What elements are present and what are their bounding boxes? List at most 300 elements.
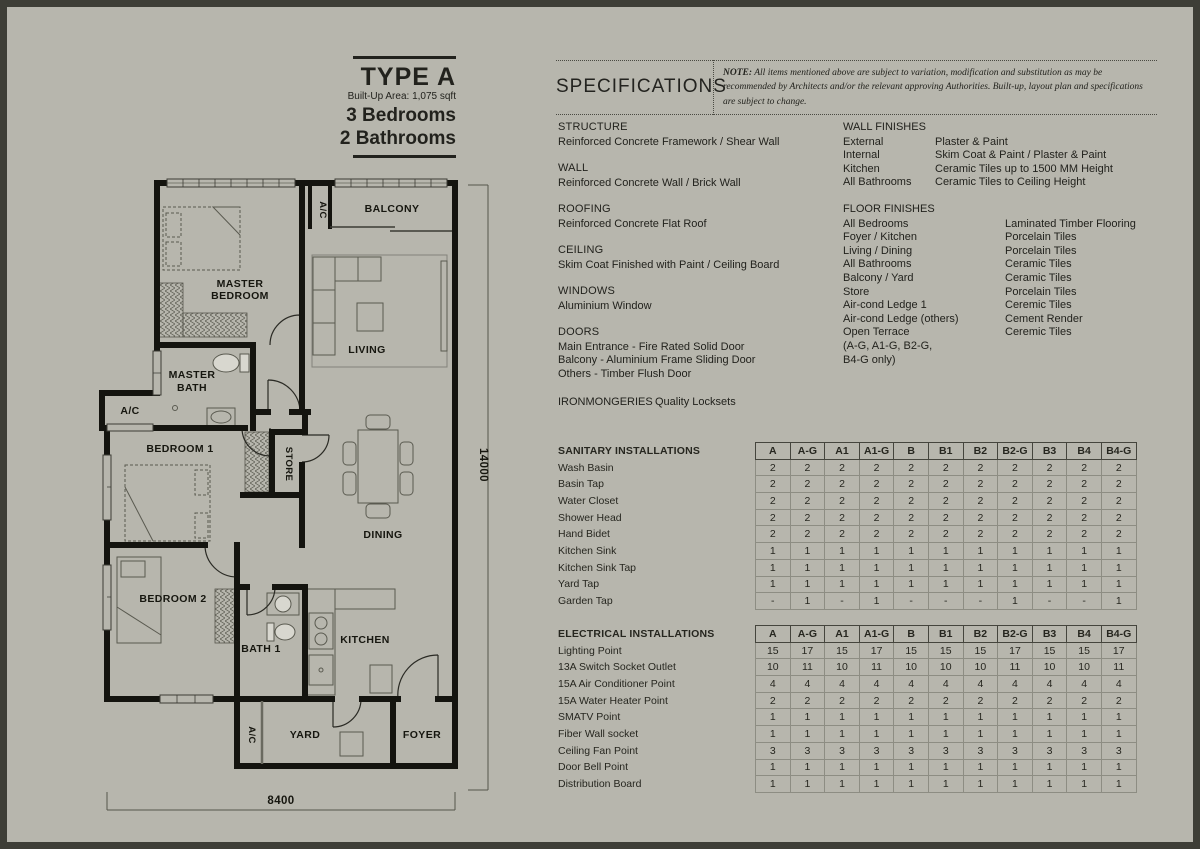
spec-section-line: Reinforced Concrete Framework / Shear Wall	[558, 135, 780, 148]
table-cell: 1	[756, 559, 791, 576]
finishes-label: Kitchen	[843, 162, 880, 175]
finishes-label: (A-G, A1-G, B2-G,	[843, 339, 933, 352]
spec-section-heading: DOORS	[558, 326, 600, 338]
table-cell: 2	[1101, 692, 1136, 709]
table-cell: 2	[998, 476, 1033, 493]
table-cell: 2	[1032, 692, 1067, 709]
room-label-store: STORE	[283, 446, 294, 482]
table-cell: 2	[1101, 526, 1136, 543]
table-cell: 3	[756, 742, 791, 759]
table-cell: -	[963, 593, 998, 610]
table-cell: 1	[859, 593, 894, 610]
table-row	[558, 493, 1136, 510]
built-up-area: Built-Up Area: 1,075 sqft	[347, 91, 456, 103]
table-cell: 1	[963, 576, 998, 593]
finishes-label: Living / Dining	[843, 244, 913, 257]
table-cell: 1	[1101, 593, 1136, 610]
table-cell: 1	[928, 709, 963, 726]
table-cell: 1	[790, 543, 825, 560]
title-block	[300, 56, 456, 158]
table-cell: 1	[1067, 759, 1102, 776]
table-cell: 3	[894, 742, 929, 759]
table-cell: 2	[790, 459, 825, 476]
table-row-label: Water Closet	[558, 494, 619, 507]
table-cell: 4	[998, 676, 1033, 693]
table-cell: 4	[928, 676, 963, 693]
table-cell: 1	[894, 576, 929, 593]
finishes-label: Foyer / Kitchen	[843, 231, 917, 244]
table-cell: 11	[859, 659, 894, 676]
table-row-label: Lighting Point	[558, 644, 622, 657]
table-cell: 1	[963, 776, 998, 793]
table-row	[558, 676, 1136, 693]
table-cell: 2	[928, 493, 963, 510]
table-cell: 4	[859, 676, 894, 693]
table-cell: 1	[1101, 709, 1136, 726]
unit-column-header: B1	[928, 626, 963, 643]
table-cell: 3	[1032, 742, 1067, 759]
table-cell: 2	[825, 526, 860, 543]
finishes-label: Internal	[843, 149, 880, 162]
note-box	[713, 60, 1157, 115]
ironmongeries-row	[558, 396, 843, 410]
table-cell: 1	[1032, 726, 1067, 743]
spec-section	[558, 162, 843, 190]
plan-wardrobes	[159, 283, 269, 643]
table-row-label: Shower Head	[558, 511, 622, 524]
table-cell: 4	[790, 676, 825, 693]
ironmongeries-value: Quality Locksets	[655, 396, 736, 408]
table-cell: 1	[894, 776, 929, 793]
table-cell: 2	[928, 692, 963, 709]
plan-walls	[102, 183, 455, 766]
finishes-row	[843, 163, 1173, 177]
electrical-installations-table	[558, 625, 1137, 793]
room-label-master-bath: MASTER	[168, 369, 216, 381]
table-cell: 15	[825, 642, 860, 659]
room-label-bath1: BATH 1	[241, 643, 281, 655]
table-cell: 2	[963, 509, 998, 526]
table-cell: 2	[963, 692, 998, 709]
table-cell: 1	[825, 726, 860, 743]
table-cell: 2	[859, 692, 894, 709]
table-cell: 2	[894, 493, 929, 510]
table-cell: 1	[963, 709, 998, 726]
spec-section	[558, 203, 843, 231]
dimension-width: 8400	[267, 795, 295, 807]
table-cell: 2	[1032, 459, 1067, 476]
table-cell: -	[756, 593, 791, 610]
finishes-row	[843, 149, 1173, 163]
table-cell: 1	[825, 709, 860, 726]
table-cell: 3	[928, 742, 963, 759]
table-cell: 10	[756, 659, 791, 676]
table-row-label: Kitchen Sink Tap	[558, 561, 637, 574]
table-cell: 1	[859, 543, 894, 560]
table-cell: 11	[790, 659, 825, 676]
finishes-label: All Bedrooms	[843, 217, 909, 230]
table-row	[558, 692, 1136, 709]
table-cell: 1	[894, 559, 929, 576]
finishes-value: Ceramic Tiles to Ceiling Height	[935, 176, 1086, 189]
table-cell: 3	[998, 742, 1033, 759]
spec-section	[558, 326, 843, 381]
table-cell: 4	[1032, 676, 1067, 693]
table-cell: 1	[1101, 576, 1136, 593]
table-cell: 2	[756, 526, 791, 543]
table-row-label: Fiber Wall socket	[558, 727, 639, 740]
unit-column-header: B4	[1067, 443, 1102, 460]
table-cell: 2	[825, 509, 860, 526]
table-cell: 2	[928, 526, 963, 543]
table-cell: 1	[998, 709, 1033, 726]
table-cell: 17	[859, 642, 894, 659]
table-cell: 1	[756, 543, 791, 560]
specifications-title: SPECIFICATIONS	[556, 60, 713, 115]
table-cell: 1	[859, 759, 894, 776]
table-cell: 1	[790, 593, 825, 610]
finishes-heading: WALL FINISHES	[843, 121, 926, 133]
finishes-label: All Bathrooms	[843, 176, 912, 189]
floor-plan	[95, 165, 540, 837]
spec-section-heading: CEILING	[558, 244, 604, 256]
room-label-ac-left: A/C	[120, 405, 140, 417]
table-cell: 10	[894, 659, 929, 676]
table-row-label: Garden Tap	[558, 595, 613, 608]
unit-column-header: A-G	[790, 626, 825, 643]
table-row-label: Basin Tap	[558, 478, 604, 491]
table-cell: 15	[963, 642, 998, 659]
finishes-label: Air-cond Ledge (others)	[843, 312, 959, 325]
bathrooms-count: 2 Bathrooms	[339, 128, 456, 150]
finishes-row	[843, 245, 1173, 259]
table-cell: 2	[894, 692, 929, 709]
table-cell: 1	[825, 759, 860, 776]
finishes-row	[843, 231, 1173, 245]
finishes-value: Porcelain Tiles	[1005, 231, 1077, 244]
table-cell: 2	[790, 476, 825, 493]
table-cell: 2	[859, 509, 894, 526]
table-cell: 1	[998, 726, 1033, 743]
finishes-label: External	[843, 135, 884, 148]
table-cell: 1	[756, 776, 791, 793]
table-cell: 1	[756, 709, 791, 726]
table-cell: 1	[1032, 543, 1067, 560]
table-cell: 1	[859, 559, 894, 576]
table-cell: 15	[1032, 642, 1067, 659]
finishes-value: Ceramic Tiles up to 1500 MM Height	[935, 162, 1113, 175]
unit-column-header: B2-G	[998, 443, 1033, 460]
unit-column-header: A	[756, 626, 791, 643]
table-row	[558, 709, 1136, 726]
table-cell: 1	[1101, 726, 1136, 743]
table-cell: 1	[1101, 543, 1136, 560]
table-cell: 2	[756, 692, 791, 709]
table-cell: 1	[928, 559, 963, 576]
table-cell: 3	[1101, 742, 1136, 759]
finishes-label: B4-G only)	[843, 353, 896, 366]
table-row	[558, 526, 1136, 543]
table-cell: 2	[756, 509, 791, 526]
table-row	[558, 759, 1136, 776]
unit-column-header: A1	[825, 626, 860, 643]
table-row	[558, 659, 1136, 676]
finishes-row	[843, 176, 1173, 190]
table-cell: 2	[1067, 493, 1102, 510]
table-cell: 4	[963, 676, 998, 693]
table-cell: 1	[1032, 559, 1067, 576]
table-cell: 2	[998, 526, 1033, 543]
table-cell: 1	[894, 726, 929, 743]
table-cell: 1	[1067, 726, 1102, 743]
table-cell: -	[1067, 593, 1102, 610]
table-cell: 1	[1032, 759, 1067, 776]
finishes-row	[843, 286, 1173, 300]
unit-column-header: A1-G	[859, 626, 894, 643]
spec-section-heading: ROOFING	[558, 203, 611, 215]
ironmongeries-label: IRONMONGERIES	[558, 396, 653, 408]
finishes-value: Ceramic Tiles	[1005, 258, 1072, 271]
table-cell: 3	[1067, 742, 1102, 759]
table-cell: 2	[756, 493, 791, 510]
table-row	[558, 459, 1136, 476]
room-label-ac-top: A/C	[317, 201, 328, 219]
unit-column-header: B1	[928, 443, 963, 460]
table-cell: 2	[1067, 509, 1102, 526]
table-cell: 3	[859, 742, 894, 759]
table-cell: 1	[790, 759, 825, 776]
table-cell: 2	[1032, 509, 1067, 526]
floor-finishes-block	[843, 203, 1173, 367]
unit-column-header: B4	[1067, 626, 1102, 643]
table-section-title: SANITARY INSTALLATIONS	[558, 444, 701, 457]
table-row-label: Ceiling Fan Point	[558, 744, 638, 757]
table-cell: 1	[790, 776, 825, 793]
table-cell: 15	[928, 642, 963, 659]
bedrooms-count: 3 Bedrooms	[346, 105, 456, 127]
table-cell: 1	[1101, 776, 1136, 793]
table-cell: 1	[825, 576, 860, 593]
table-cell: 15	[1067, 642, 1102, 659]
table-cell: 1	[928, 776, 963, 793]
finishes-value: Porcelain Tiles	[1005, 285, 1077, 298]
table-cell: 2	[825, 459, 860, 476]
note-label: NOTE:	[723, 68, 753, 78]
room-label-balcony: BALCONY	[364, 203, 420, 215]
table-cell: 10	[928, 659, 963, 676]
table-row-label: 15A Air Conditioner Point	[558, 677, 675, 690]
spec-section-line: Reinforced Concrete Wall / Brick Wall	[558, 176, 741, 189]
room-label-bedroom1: BEDROOM 1	[146, 443, 214, 455]
unit-column-header: A-G	[790, 443, 825, 460]
unit-column-header: B	[894, 443, 929, 460]
finishes-value: Plaster & Paint	[935, 135, 1008, 148]
table-cell: 1	[790, 726, 825, 743]
table-cell: 1	[998, 576, 1033, 593]
finishes-value: Porcelain Tiles	[1005, 244, 1077, 257]
table-cell: 2	[894, 509, 929, 526]
spec-section-heading: WALL	[558, 162, 589, 174]
table-row	[558, 642, 1136, 659]
table-cell: 3	[963, 742, 998, 759]
finishes-row	[843, 313, 1173, 327]
table-cell: 2	[963, 526, 998, 543]
finishes-value: Laminated Timber Flooring	[1005, 217, 1136, 230]
table-cell: 2	[1101, 509, 1136, 526]
title-rule-top	[353, 56, 456, 59]
table-row	[558, 509, 1136, 526]
finishes-row	[843, 218, 1173, 232]
table-cell: 2	[894, 476, 929, 493]
unit-column-header: B2	[963, 443, 998, 460]
table-row	[558, 576, 1136, 593]
table-cell: 4	[1101, 676, 1136, 693]
table-row	[558, 559, 1136, 576]
table-cell: 1	[756, 726, 791, 743]
table-cell: 1	[859, 726, 894, 743]
table-cell: 1	[998, 593, 1033, 610]
spec-section	[558, 121, 843, 149]
room-label-dining: DINING	[363, 529, 403, 541]
spec-header	[556, 60, 1157, 115]
table-cell: 10	[1067, 659, 1102, 676]
table-cell: 2	[1101, 459, 1136, 476]
table-cell: 2	[963, 493, 998, 510]
table-row	[558, 726, 1136, 743]
finishes-row	[843, 136, 1173, 150]
table-cell: 1	[756, 576, 791, 593]
table-cell: 1	[1067, 559, 1102, 576]
unit-column-header: B	[894, 626, 929, 643]
table-cell: 1	[1032, 776, 1067, 793]
table-row-label: Kitchen Sink	[558, 544, 617, 557]
table-cell: 1	[1067, 709, 1102, 726]
table-row-label: Hand Bidet	[558, 528, 610, 541]
finishes-row	[843, 258, 1173, 272]
spec-section-line: Others - Timber Flush Door	[558, 367, 692, 380]
table-cell: 1	[756, 759, 791, 776]
table-cell: 15	[894, 642, 929, 659]
finishes-label: Air-cond Ledge 1	[843, 299, 927, 312]
spec-section-line: Main Entrance - Fire Rated Solid Door	[558, 340, 745, 353]
table-cell: -	[894, 593, 929, 610]
table-cell: 2	[825, 493, 860, 510]
table-cell: 2	[756, 476, 791, 493]
room-label-master-bedroom: MASTER	[216, 278, 264, 290]
unit-type-title: TYPE A	[360, 63, 456, 91]
table-cell: 2	[894, 459, 929, 476]
table-section-title: ELECTRICAL INSTALLATIONS	[558, 627, 715, 640]
finishes-value: Cement Render	[1005, 312, 1083, 325]
finishes-label: Balcony / Yard	[843, 271, 914, 284]
table-row	[558, 476, 1136, 493]
table-row-label: Distribution Board	[558, 778, 642, 791]
unit-column-header: B4-G	[1101, 626, 1136, 643]
table-cell: 10	[1032, 659, 1067, 676]
table-cell: 1	[998, 759, 1033, 776]
table-row-label: Yard Tap	[558, 578, 600, 591]
finishes-value: Ceremic Tiles	[1005, 326, 1072, 339]
finishes-value: Skim Coat & Paint / Plaster & Paint	[935, 149, 1107, 162]
spec-section-line: Reinforced Concrete Flat Roof	[558, 217, 707, 230]
table-cell: 1	[790, 709, 825, 726]
spec-section	[558, 244, 843, 272]
table-row-label: 13A Switch Socket Outlet	[558, 661, 676, 674]
unit-column-header: B4-G	[1101, 443, 1136, 460]
table-cell: 1	[1032, 576, 1067, 593]
table-cell: 1	[790, 559, 825, 576]
table-cell: 2	[928, 509, 963, 526]
table-cell: 2	[1067, 526, 1102, 543]
table-cell: 1	[825, 543, 860, 560]
unit-column-header: A1	[825, 443, 860, 460]
spec-section-line: Skim Coat Finished with Paint / Ceiling Board	[558, 258, 780, 271]
room-label-ac-bottom: A/C	[246, 726, 257, 744]
table-cell: 2	[998, 493, 1033, 510]
table-cell: 4	[1067, 676, 1102, 693]
table-cell: 2	[859, 459, 894, 476]
table-cell: 1	[894, 543, 929, 560]
table-row-label: Wash Basin	[558, 461, 614, 474]
finishes-row	[843, 326, 1173, 340]
table-row	[558, 543, 1136, 560]
table-cell: -	[928, 593, 963, 610]
table-cell: 10	[825, 659, 860, 676]
table-cell: 2	[1067, 459, 1102, 476]
table-cell: 1	[859, 776, 894, 793]
table-cell: 1	[1067, 776, 1102, 793]
note-text: All items mentioned above are subject to variation, modification and substitution as may be recommended by Architects and/or the relevant approving Authorities. Built-up, layout plan and specifications are subject to change.	[723, 68, 1143, 107]
table-cell: 2	[859, 493, 894, 510]
wall-finishes-block	[843, 121, 1173, 190]
table-cell: 2	[790, 526, 825, 543]
table-cell: 1	[894, 709, 929, 726]
table-cell: 1	[998, 776, 1033, 793]
finishes-row	[843, 272, 1173, 286]
room-label-living: LIVING	[348, 344, 386, 356]
room-label-bedroom2: BEDROOM 2	[139, 593, 207, 605]
table-cell: 3	[825, 742, 860, 759]
table-cell: 2	[756, 459, 791, 476]
finishes-row	[843, 299, 1173, 313]
table-cell: 1	[928, 576, 963, 593]
table-cell: 17	[998, 642, 1033, 659]
room-label-kitchen: KITCHEN	[340, 634, 390, 646]
table-cell: 11	[998, 659, 1033, 676]
table-cell: 4	[825, 676, 860, 693]
finishes-label: Open Terrace	[843, 326, 910, 339]
spec-sections-column	[558, 121, 843, 410]
table-cell: 2	[1032, 476, 1067, 493]
finishes-value: Ceramic Tiles	[1005, 271, 1072, 284]
spec-section	[558, 285, 843, 313]
table-cell: 1	[894, 759, 929, 776]
finishes-heading: FLOOR FINISHES	[843, 202, 935, 215]
unit-column-header: B2-G	[998, 626, 1033, 643]
table-cell: 1	[928, 543, 963, 560]
table-cell: 11	[1101, 659, 1136, 676]
table-cell: 2	[825, 692, 860, 709]
table-cell: 1	[928, 726, 963, 743]
table-cell: 15	[756, 642, 791, 659]
spec-section-line: Aluminium Window	[558, 299, 652, 312]
table-cell: 2	[928, 476, 963, 493]
room-label-yard: YARD	[289, 729, 321, 741]
table-cell: 2	[790, 493, 825, 510]
table-cell: -	[825, 593, 860, 610]
table-cell: 1	[998, 543, 1033, 560]
table-row-label: SMATV Point	[558, 711, 621, 724]
